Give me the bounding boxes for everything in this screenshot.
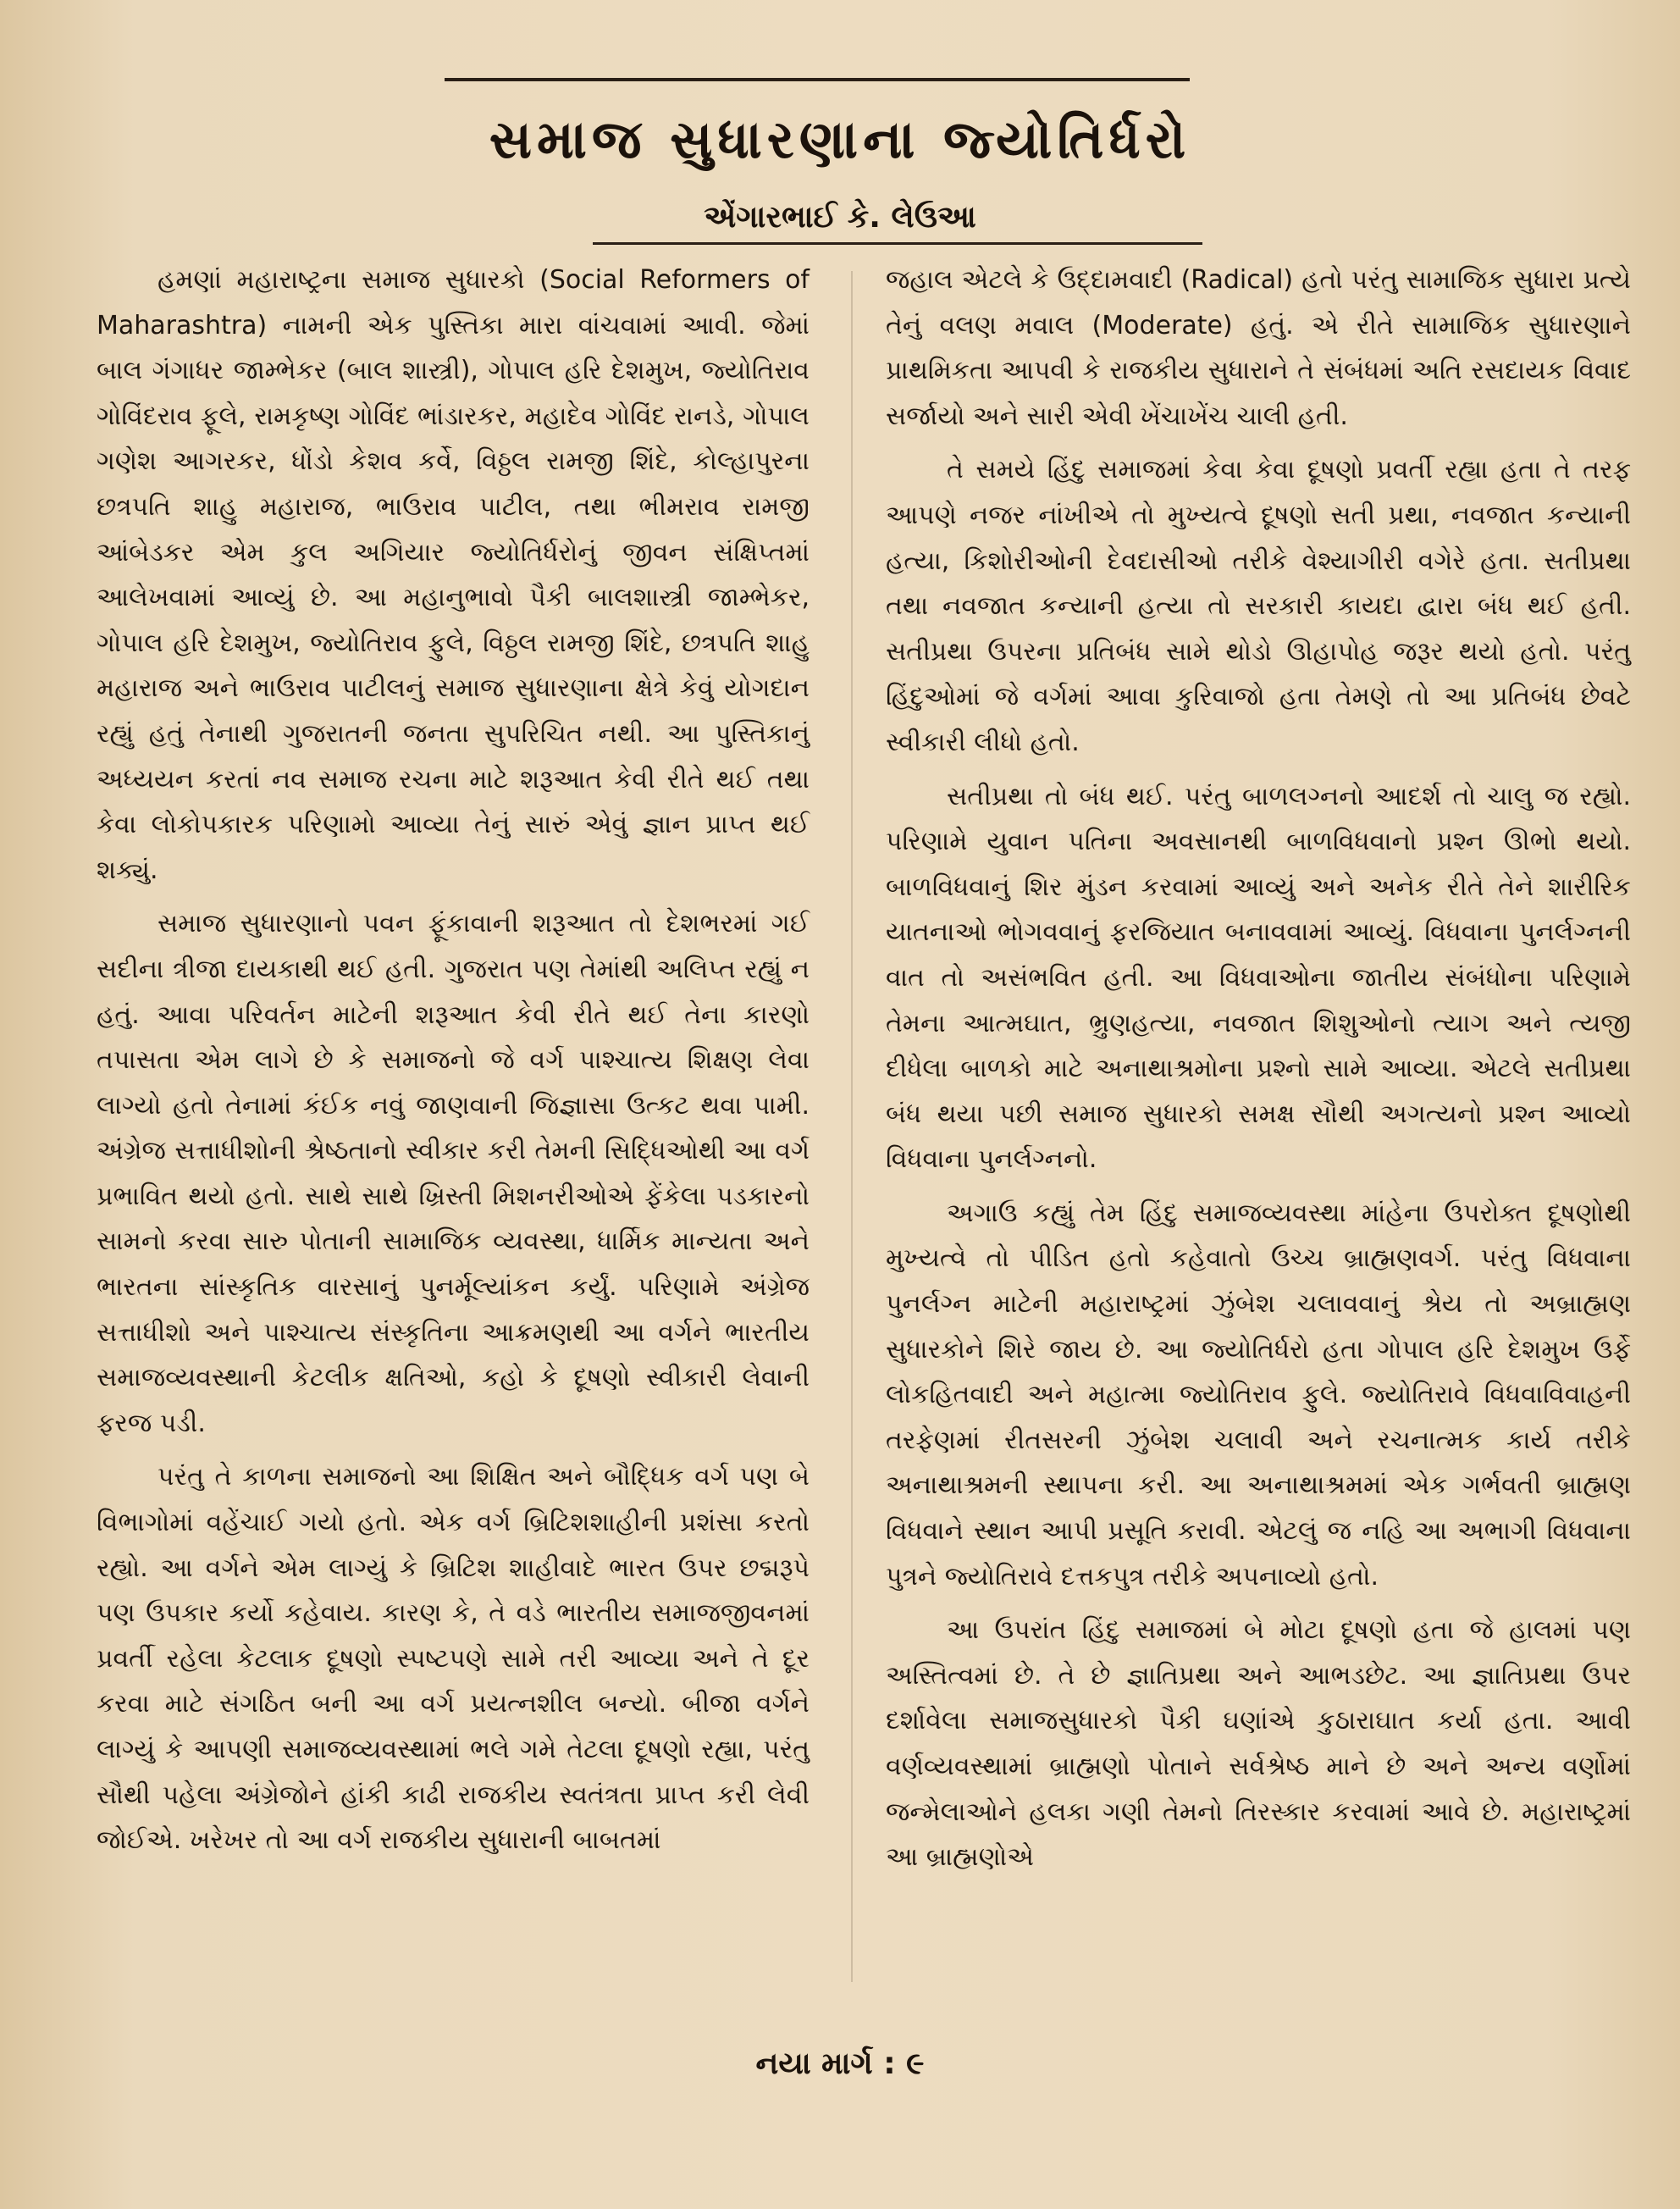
top-rule <box>445 78 1190 81</box>
left-column <box>97 257 810 1872</box>
paragraph: આ ઉપરાંત હિંદુ સમાજમાં બે મોટા દૂષણો હતા જે હાલમાં પણ અસ્તિત્વમાં છે. તે છે જ્ઞાતિપ્રથા અને આભડછેટ. આ જ્ઞાતિપ્રથા ઉપર દર્શાવેલા સમાજસુધારકો પૈકી ઘણાંએ કુઠારાઘાત કર્યા હતા. આવી વર્ણવ્યવસ્થામાં બ્રાહ્મણો પોતાને સર્વશ્રેષ્ઠ માને છે અને અન્ય વર્ણોમાં જન્મેલાઓને હલકા ગણી તેમનો તિરસ્કાર કરવામાં આવે છે. મહારાષ્ટ્રમાં આ બ્રાહ્મણોએ <box>886 1615 1631 1873</box>
column-divider <box>851 271 853 1982</box>
paragraph: પરંતુ તે કાળના સમાજનો આ શિક્ષિત અને બૌદ્ધિક વર્ગ પણ બે વિભાગોમાં વહેંચાઈ ગયો હતો. એક વર્ગ બ્રિટિશશાહીની પ્રશંસા કરતો રહ્યો. આ વર્ગને એમ લાગ્યું કે બ્રિટિશ શાહીવાદે ભારત ઉપર છદ્મરૂપે પણ ઉપકાર કર્યો કહેવાય. કારણ કે, તે વડે ભારતીય સમાજજીવનમાં પ્રવર્તી રહેલા કેટલાક દૂષણો સ્પષ્ટપણે સામે તરી આવ્યા અને તે દૂર કરવા માટે સંગઠિત બની આ વર્ગ પ્રયત્નશીલ બન્યો. બીજા વર્ગને લાગ્યું કે આપણી સમાજવ્યવસ્થામાં ભલે ગમે તેટલા દૂષણો રહ્યા, પરંતુ સૌથી પહેલા અંગ્રેજોને હાંકી કાઢી રાજકીય સ્વતંત્રતા પ્રાપ્ત કરી લેવી જોઈએ. ખરેખર તો આ વર્ગ રાજકીય સુધારાની બાબતમાં <box>97 1462 810 1856</box>
paragraph: સતીપ્રથા તો બંધ થઈ. પરંતુ બાળલગ્નનો આદર્શ તો ચાલુ જ રહ્યો. પરિણામે યુવાન પતિના અવસાનથી બાળવિધવાનો પ્રશ્ન ઊભો થયો. બાળવિધવાનું શિર મુંડન કરવામાં આવ્યું અને અનેક રીતે તેને શારીરિક યાતનાઓ ભોગવવાનું ફરજિયાત બનાવવામાં આવ્યું. વિધવાના પુનર્લગ્નની વાત તો અસંભવિત હતી. આ વિધવાઓના જાતીય સંબંધોના પરિણામે તેમના આત્મઘાત, ભ્રુણહત્યા, નવજાત શિશુઓનો ત્યાગ અને ત્યજી દીધેલા બાળકો માટે અનાથાશ્રમોના પ્રશ્નો સામે આવ્યા. એટલે સતીપ્રથા બંધ થયા પછી સમાજ સુધારકો સમક્ષ સૌથી અગત્યનો પ્રશ્ન આવ્યો વિધવાના પુનર્લગ્નનો. <box>886 781 1631 1175</box>
paragraph: અગાઉ કહ્યું તેમ હિંદુ સમાજવ્યવસ્થા માંહેના ઉપરોક્ત દૂષણોથી મુખ્યત્વે તો પીડિત હતો કહેવાતો ઉચ્ચ બ્રાહ્મણવર્ગ. પરંતુ વિધવાના પુનર્લગ્ન માટેની મહારાષ્ટ્રમાં ઝુંબેશ ચલાવવાનું શ્રેય તો અબ્રાહ્મણ સુધારકોને શિરે જાય છે. આ જ્યોતિર્ધરો હતા ગોપાલ હરિ દેશમુખ ઉર્ફે લોકહિતવાદી અને મહાત્મા જ્યોતિરાવ ફુલે. જ્યોતિરાવે વિધવાવિવાહની તરફેણમાં રીતસરની ઝુંબેશ ચલાવી અને રચનાત્મક કાર્ય તરીકે અનાથાશ્રમની સ્થાપના કરી. આ અનાથાશ્રમમાં એક ગર્ભવતી બ્રાહ્મણ વિધવાને સ્થાન આપી પ્રસૂતિ કરાવી. એટલું જ નહિ આ અભાગી વિધવાના પુત્રને જ્યોતિરાવે દત્તકપુત્ર તરીકે અપનાવ્યો હતો. <box>886 1198 1631 1592</box>
paragraph: જહાલ એટલે કે ઉદ્દામવાદી (Radical) હતો પરંતુ સામાજિક સુધારા પ્રત્યે તેનું વલણ મવાલ (Moderate) હતું. એ રીતે સામાજિક સુધારણાને પ્રાથમિકતા આપવી કે રાજકીય સુધારાને તે સંબંધમાં અતિ રસદાયક વિવાદ સર્જાયો અને સારી એવી ખેંચાખેંચ ચાલી હતી. <box>886 265 1631 431</box>
page-footer: નયા માર્ગ : ૯ <box>755 2046 925 2081</box>
article-author: એંગારભાઈ કે. લેઉઆ <box>704 200 976 235</box>
paragraph: હમણાં મહારાષ્ટ્રના સમાજ સુધારકો (Social Reformers of Maharashtra) નામની એક પુસ્તિકા મારા વાંચવામાં આવી. જેમાં બાલ ગંગાધર જામ્ભેકર (બાલ શાસ્ત્રી), ગોપાલ હરિ દેશમુખ, જ્યોતિરાવ ગોવિંદરાવ ફૂલે, રામકૃષ્ણ ગોવિંદ ભાંડારકર, મહાદેવ ગોવિંદ રાનડે, ગોપાલ ગણેશ આગરકર, ધોંડો કેશવ કર્વે, વિઠ્ઠલ રામજી શિંદે, કોલ્હાપુરના છત્રપતિ શાહુ મહારાજ, ભાઉરાવ પાટીલ, તથા ભીમરાવ રામજી આંબેડકર એમ કુલ અગિયાર જ્યોતિર્ધરોનું જીવન સંક્ષિપ્તમાં આલેખવામાં આવ્યું છે. આ મહાનુભાવો પૈકી બાલશાસ્ત્રી જામ્ભેકર, ગોપાલ હરિ દેશમુખ, જ્યોતિરાવ ફુલે, વિઠ્ઠલ રામજી શિંદે, છત્રપતિ શાહુ મહારાજ અને ભાઉરાવ પાટીલનું સમાજ સુધારણાના ક્ષેત્રે કેવું યોગદાન રહ્યું હતું તેનાથી ગુજરાતની જનતા સુપરિચિત નથી. આ પુસ્તિકાનું અધ્યયન કરતાં નવ સમાજ રચના માટે શરૂઆત કેવી રીતે થઈ તથા કેવા લોકોપકારક પરિણામો આવ્યા તેનું સારું એવું જ્ઞાન પ્રાપ્ત થઈ શક્યું. <box>97 265 810 885</box>
paragraph: સમાજ સુધારણાનો પવન ફૂંકાવાની શરૂઆત તો દેશભરમાં ગઈ સદીના ત્રીજા દાયકાથી થઈ હતી. ગુજરાત પણ તેમાંથી અલિપ્ત રહ્યું ન હતું. આવા પરિવર્તન માટેની શરૂઆત કેવી રીતે થઈ તેના કારણો તપાસતા એમ લાગે છે કે સમાજનો જે વર્ગ પાશ્ચાત્ય શિક્ષણ લેવા લાગ્યો હતો તેનામાં કંઈક નવું જાણવાની જિજ્ઞાસા ઉત્કટ થવા પામી. અંગ્રેજ સત્તાધીશોની શ્રેષ્ઠતાનો સ્વીકાર કરી તેમની સિદ્ધિઓથી આ વર્ગ પ્રભાવિત થયો હતો. સાથે સાથે ખ્રિસ્તી મિશનરીઓએ ફેંકેલા પડકારનો સામનો કરવા સારુ પોતાની સામાજિક વ્યવસ્થા, ધાર્મિક માન્યતા અને ભારતના સાંસ્કૃતિક વારસાનું પુનર્મૂલ્યાંકન કર્યું. પરિણામે અંગ્રેજ સત્તાધીશો અને પાશ્ચાત્ય સંસ્કૃતિના આક્રમણથી આ વર્ગને ભારતીય સમાજવ્યવસ્થાની કેટલીક ક્ષતિઓ, કહો કે દૂષણો સ્વીકારી લેવાની ફરજ પડી. <box>97 909 810 1438</box>
author-rule <box>593 242 1202 245</box>
paragraph: તે સમયે હિંદુ સમાજમાં કેવા કેવા દૂષણો પ્રવર્તી રહ્યા હતા તે તરફ આપણે નજર નાંખીએ તો મુખ્યત્વે દૂષણો સતી પ્રથા, નવજાત કન્યાની હત્યા, કિશોરીઓની દેવદાસીઓ તરીકે વેશ્યાગીરી વગેરે હતા. સતીપ્રથા તથા નવજાત કન્યાની હત્યા તો સરકારી કાયદા દ્વારા બંધ થઈ હતી. સતીપ્રથા ઉપરના પ્રતિબંધ સામે થોડો ઊહાપોહ જરૂર થયો હતો. પરંતુ હિંદુઓમાં જે વર્ગમાં આવા કુરિવાજો હતા તેમણે તો આ પ્રતિબંધ છેવટે સ્વીકારી લીધો હતો. <box>886 455 1631 757</box>
article-title: સમાજ સુધારણાના જ્યોતિર્ધરો <box>489 108 1191 170</box>
right-column <box>886 257 1631 1889</box>
